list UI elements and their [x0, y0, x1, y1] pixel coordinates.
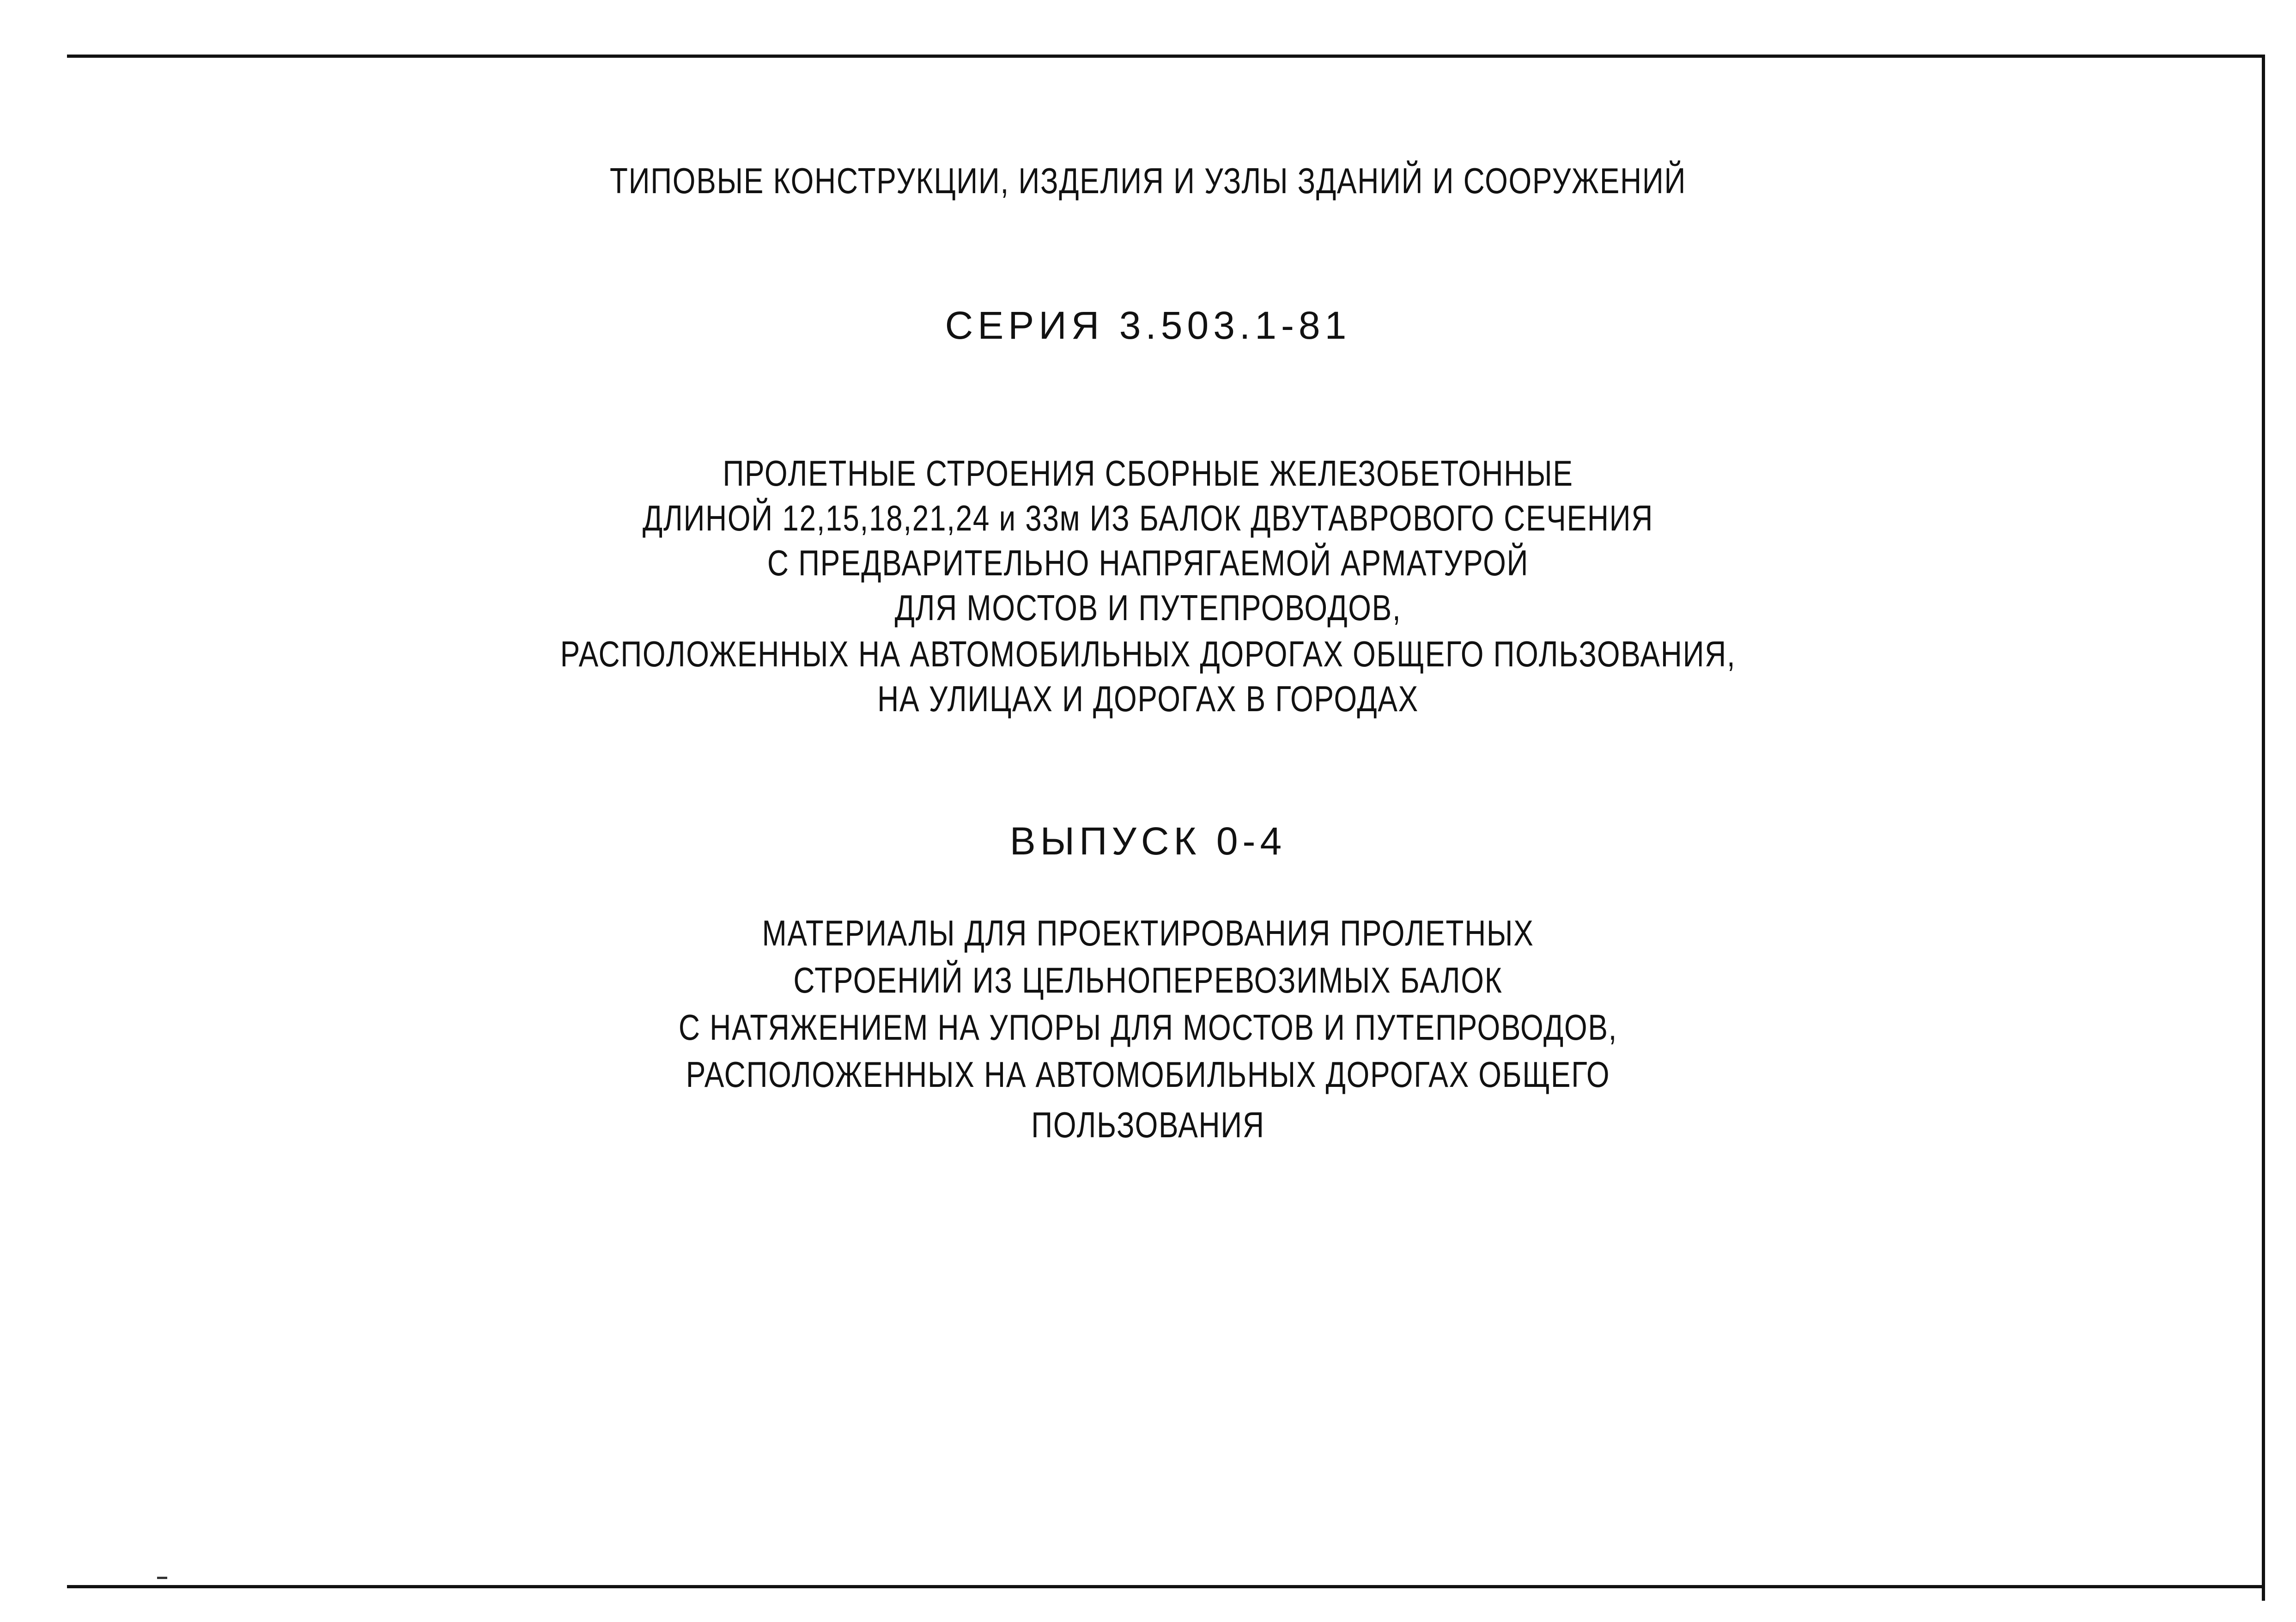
- issue-description-line: СТРОЕНИЙ ИЗ ЦЕЛЬНОПЕРЕВОЗИМЫХ БАЛОК: [793, 960, 1503, 1000]
- series-description-line: НА УЛИЦАХ И ДОРОГАХ В ГОРОДАХ: [877, 678, 1419, 719]
- issue-number: ВЫПУСК 0-4: [1009, 819, 1287, 863]
- frame-top-border: [67, 55, 2265, 58]
- issue-description-line: РАСПОЛОЖЕННЫХ НА АВТОМОБИЛЬНЫХ ДОРОГАХ ОБЩЕГО: [686, 1054, 1610, 1095]
- collection-title: ТИПОВЫЕ КОНСТРУКЦИИ, ИЗДЕЛИЯ И УЗЛЫ ЗДАНИЙ И СООРУЖЕНИЙ: [609, 160, 1687, 201]
- series-description-line: РАСПОЛОЖЕННЫХ НА АВТОМОБИЛЬНЫХ ДОРОГАХ ОБЩЕГО ПОЛЬЗОВАНИЯ,: [560, 634, 1736, 674]
- series-description-line: С ПРЕДВАРИТЕЛЬНО НАПРЯГАЕМОЙ АРМАТУРОЙ: [767, 543, 1529, 583]
- series-description-line: ДЛЯ МОСТОВ И ПУТЕПРОВОДОВ,: [894, 587, 1402, 628]
- frame-bottom-border: [67, 1585, 2265, 1588]
- series-description-line: ДЛИНОЙ 12,15,18,21,24 и 33м ИЗ БАЛОК ДВУТАВРОВОГО СЕЧЕНИЯ: [642, 498, 1654, 538]
- issue-description-line: С НАТЯЖЕНИЕМ НА УПОРЫ ДЛЯ МОСТОВ И ПУТЕПРОВОДОВ,: [678, 1007, 1618, 1048]
- issue-description-line: ПОЛЬЗОВАНИЯ: [1031, 1104, 1265, 1145]
- series-description-line: ПРОЛЕТНЫЕ СТРОЕНИЯ СБОРНЫЕ ЖЕЛЕЗОБЕТОННЫЕ: [723, 453, 1573, 494]
- scan-speck: [157, 1577, 167, 1579]
- issue-description-line: МАТЕРИАЛЫ ДЛЯ ПРОЕКТИРОВАНИЯ ПРОЛЕТНЫХ: [762, 913, 1534, 953]
- series-number: СЕРИЯ 3.503.1-81: [945, 304, 1351, 347]
